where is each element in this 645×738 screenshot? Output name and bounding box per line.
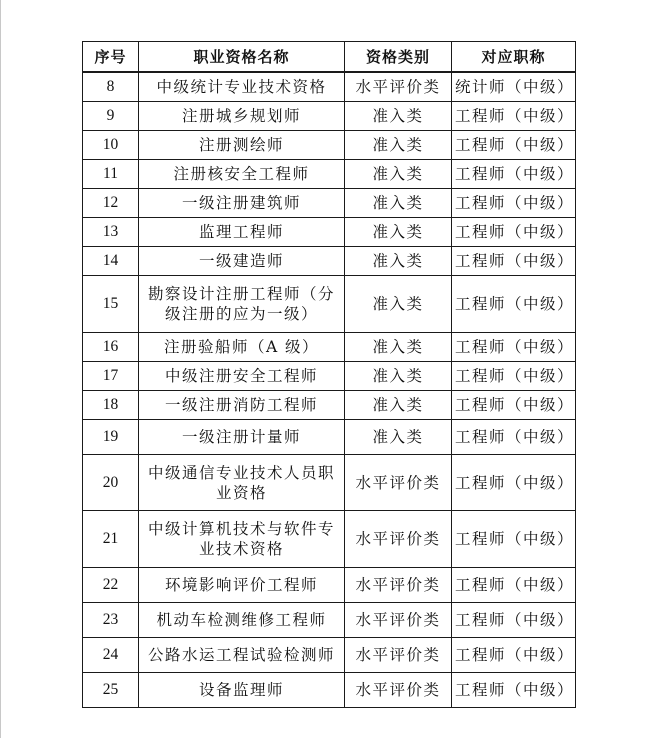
qualification-category: 水平评价类 [345,673,452,708]
header-corresponding-title: 对应职称 [452,42,576,73]
qualification-name: 注册城乡规划师 [139,102,345,131]
qualification-name: 一级注册建筑师 [139,189,345,218]
row-number: 18 [83,391,139,420]
corresponding-title: 工程师（中级） [452,568,576,603]
row-number: 24 [83,638,139,673]
corresponding-title: 统计师（中级） [452,72,576,102]
qualification-name: 机动车检测维修工程师 [139,603,345,638]
qualification-name: 一级注册计量师 [139,420,345,455]
table-row [83,72,576,102]
qualification-name: 注册验船师（A 级） [139,333,345,362]
qualification-category: 准入类 [345,420,452,455]
row-number: 23 [83,603,139,638]
corresponding-title: 工程师（中级） [452,131,576,160]
qualification-name: 中级通信专业技术人员职业资格 [139,455,345,511]
row-number: 22 [83,568,139,603]
qualification-category: 准入类 [345,218,452,247]
table-row [83,276,576,333]
header-number: 序号 [83,42,139,73]
qualification-name: 一级建造师 [139,247,345,276]
corresponding-title: 工程师（中级） [452,638,576,673]
row-number: 17 [83,362,139,391]
qualification-category: 准入类 [345,276,452,333]
qualification-name: 注册核安全工程师 [139,160,345,189]
qualification-name: 一级注册消防工程师 [139,391,345,420]
row-number: 16 [83,333,139,362]
qualification-name: 环境影响评价工程师 [139,568,345,603]
table-row [83,218,576,247]
table-row [83,362,576,391]
row-number: 9 [83,102,139,131]
qualification-name: 公路水运工程试验检测师 [139,638,345,673]
qualification-table [82,41,576,708]
row-number: 8 [83,72,139,102]
qualification-category: 准入类 [345,102,452,131]
row-number: 15 [83,276,139,333]
corresponding-title: 工程师（中级） [452,420,576,455]
qualification-category: 水平评价类 [345,72,452,102]
table-row [83,189,576,218]
qualification-category: 准入类 [345,391,452,420]
header-qualification-category: 资格类别 [345,42,452,73]
row-number: 25 [83,673,139,708]
table-row [83,673,576,708]
qualification-category: 水平评价类 [345,638,452,673]
qualification-category: 准入类 [345,333,452,362]
corresponding-title: 工程师（中级） [452,160,576,189]
table-row [83,247,576,276]
corresponding-title: 工程师（中级） [452,603,576,638]
corresponding-title: 工程师（中级） [452,511,576,568]
corresponding-title: 工程师（中级） [452,333,576,362]
header-qualification-name: 职业资格名称 [139,42,345,73]
corresponding-title: 工程师（中级） [452,247,576,276]
table-row [83,455,576,511]
qualification-category: 准入类 [345,362,452,391]
table-row [83,102,576,131]
corresponding-title: 工程师（中级） [452,362,576,391]
row-number: 20 [83,455,139,511]
table-header-row [83,42,576,73]
qualification-name: 中级统计专业技术资格 [139,72,345,102]
corresponding-title: 工程师（中级） [452,455,576,511]
row-number: 12 [83,189,139,218]
table-row [83,603,576,638]
corresponding-title: 工程师（中级） [452,102,576,131]
corresponding-title: 工程师（中级） [452,218,576,247]
page-left-edge [0,0,1,738]
table-row [83,391,576,420]
row-number: 13 [83,218,139,247]
table-row [83,160,576,189]
table-row [83,568,576,603]
qualification-category: 准入类 [345,247,452,276]
qualification-name: 中级计算机技术与软件专业技术资格 [139,511,345,568]
qualification-category: 水平评价类 [345,511,452,568]
table-row [83,638,576,673]
corresponding-title: 工程师（中级） [452,673,576,708]
qualification-category: 准入类 [345,160,452,189]
qualification-name: 勘察设计注册工程师（分级注册的应为一级） [139,276,345,333]
table-row [83,420,576,455]
corresponding-title: 工程师（中级） [452,189,576,218]
row-number: 14 [83,247,139,276]
qualification-category: 准入类 [345,189,452,218]
qualification-category: 水平评价类 [345,455,452,511]
row-number: 21 [83,511,139,568]
qualification-category: 准入类 [345,131,452,160]
row-number: 19 [83,420,139,455]
table-row [83,333,576,362]
table-row [83,131,576,160]
qualification-name: 监理工程师 [139,218,345,247]
table-row [83,511,576,568]
qualification-name: 中级注册安全工程师 [139,362,345,391]
qualification-name: 注册测绘师 [139,131,345,160]
qualification-category: 水平评价类 [345,568,452,603]
corresponding-title: 工程师（中级） [452,276,576,333]
qualification-name: 设备监理师 [139,673,345,708]
row-number: 10 [83,131,139,160]
qualification-category: 水平评价类 [345,603,452,638]
corresponding-title: 工程师（中级） [452,391,576,420]
row-number: 11 [83,160,139,189]
